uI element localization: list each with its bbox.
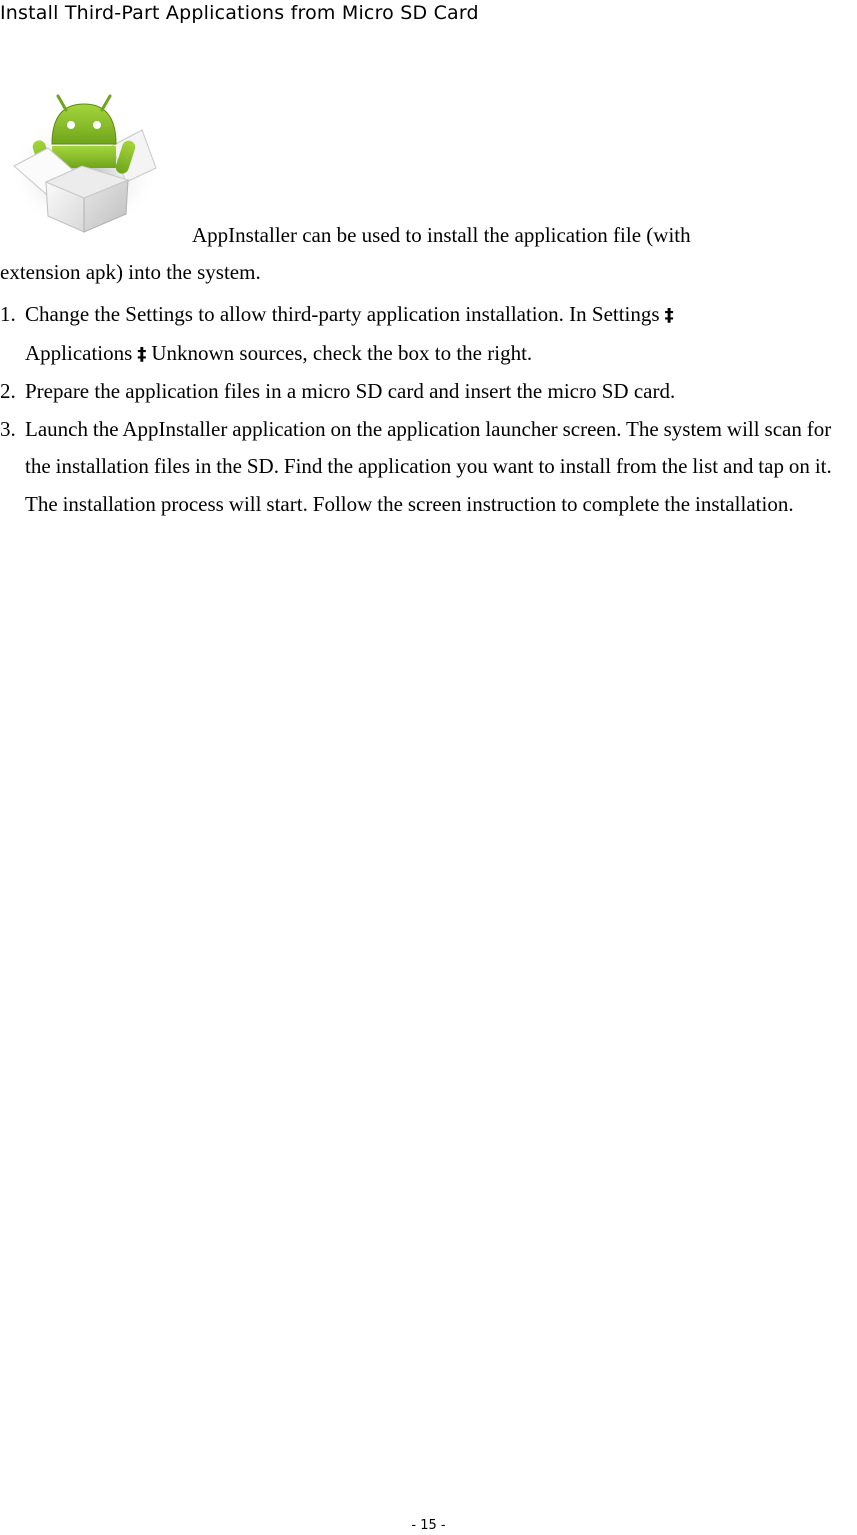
step-1-text-a: Change the Settings to allow third-party application installation. In Settings (25, 302, 660, 326)
intro-line-2: extension apk) into the system. (0, 260, 261, 284)
page-number: - 15 - (411, 1518, 446, 1533)
list-item (0, 296, 857, 373)
list-item (0, 373, 857, 411)
instruction-list (0, 296, 857, 523)
step-text: Prepare the application files in a micro SD card and insert the micro SD card. (25, 379, 676, 403)
arrow-separator: ‡ (137, 343, 147, 365)
android-box-icon (8, 82, 160, 234)
list-item (0, 411, 857, 524)
step-number: 1. (0, 302, 16, 326)
intro-line-1: AppInstaller can be used to install the application file (with (192, 223, 691, 247)
page-heading: Install Third-Part Applications from Micro SD Card (0, 2, 479, 24)
step-1-text-b: Applications (25, 340, 133, 365)
step-text: Launch the AppInstaller application on the application launcher screen. The system will scan for the installation files in the SD. Find the application you want to install from the list and tap on it. The installation process will start. Follow the screen instruction to complete the installation. (25, 416, 832, 516)
step-1-text-c: Unknown sources, check the box to the right. (151, 340, 533, 365)
arrow-separator: ‡ (664, 305, 674, 326)
step-text (25, 296, 857, 373)
step-number: 2. (0, 379, 16, 403)
step-number: 3. (0, 416, 16, 441)
